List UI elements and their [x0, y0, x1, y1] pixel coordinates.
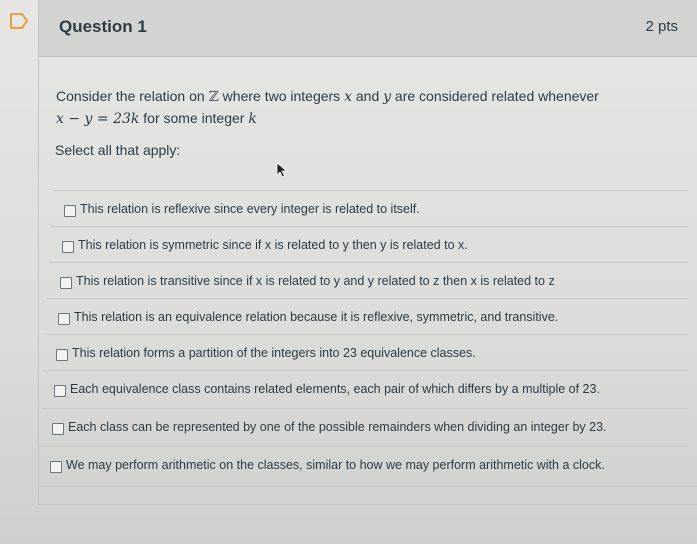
answer-label[interactable]: We may perform arithmetic on the classes, similar to how we may perform arithmetic with a clock.	[66, 458, 605, 472]
answer-checkbox[interactable]	[60, 277, 72, 289]
answer-option[interactable]	[39, 446, 688, 482]
question-header	[39, 0, 697, 57]
question-points: 2 pts	[645, 18, 678, 35]
answer-label[interactable]: Each equivalence class contains related elements, each pair of which differs by a multiple of 23.	[70, 382, 600, 396]
question-prompt	[56, 86, 676, 130]
prompt-text: Consider the relation on	[56, 88, 209, 104]
select-all-instruction: Select all that apply:	[55, 142, 181, 158]
answer-label[interactable]: This relation is symmetric since if x is related to y then y is related to x.	[78, 238, 468, 252]
math-var-x: x	[344, 89, 352, 105]
answer-checkbox[interactable]	[56, 349, 68, 361]
answer-option[interactable]	[43, 370, 688, 406]
answer-option[interactable]	[51, 226, 688, 262]
prompt-text: where two integers	[218, 88, 345, 104]
mouse-pointer-icon	[276, 162, 288, 178]
math-var-k: k	[248, 111, 257, 127]
answer-label[interactable]: This relation forms a partition of the integers into 23 equivalence classes.	[72, 346, 476, 360]
math-equation: x − y = 23k	[56, 111, 140, 127]
answer-label[interactable]: This relation is reflexive since every integer is related to itself.	[80, 202, 420, 216]
divider	[39, 486, 697, 487]
integer-set-symbol: ℤ	[208, 89, 219, 105]
answer-option[interactable]	[45, 334, 688, 370]
answer-option[interactable]	[41, 408, 688, 444]
answer-checkbox[interactable]	[54, 385, 66, 397]
answer-checkbox[interactable]	[50, 461, 62, 473]
answer-checkbox[interactable]	[52, 423, 64, 435]
answer-checkbox[interactable]	[64, 205, 76, 217]
answer-label[interactable]: Each class can be represented by one of the possible remainders when dividing an integer by 23.	[68, 420, 607, 434]
answer-option[interactable]	[47, 298, 688, 334]
answer-option[interactable]	[49, 262, 688, 298]
flag-question-icon[interactable]	[8, 10, 30, 32]
prompt-text: for some integer	[139, 110, 249, 126]
prompt-text: are considered related whenever	[391, 88, 599, 104]
question-title: Question 1	[59, 17, 147, 36]
answer-option[interactable]	[53, 190, 688, 226]
answer-label[interactable]: This relation is transitive since if x is related to y and y related to z then x is related to z	[76, 274, 555, 288]
answer-label[interactable]: This relation is an equivalence relation because it is reflexive, symmetric, and transitive.	[74, 310, 559, 324]
math-var-y: y	[383, 89, 392, 105]
answer-checkbox[interactable]	[58, 313, 70, 325]
prompt-text: and	[351, 88, 384, 104]
question-card	[38, 0, 697, 505]
answer-checkbox[interactable]	[62, 241, 74, 253]
